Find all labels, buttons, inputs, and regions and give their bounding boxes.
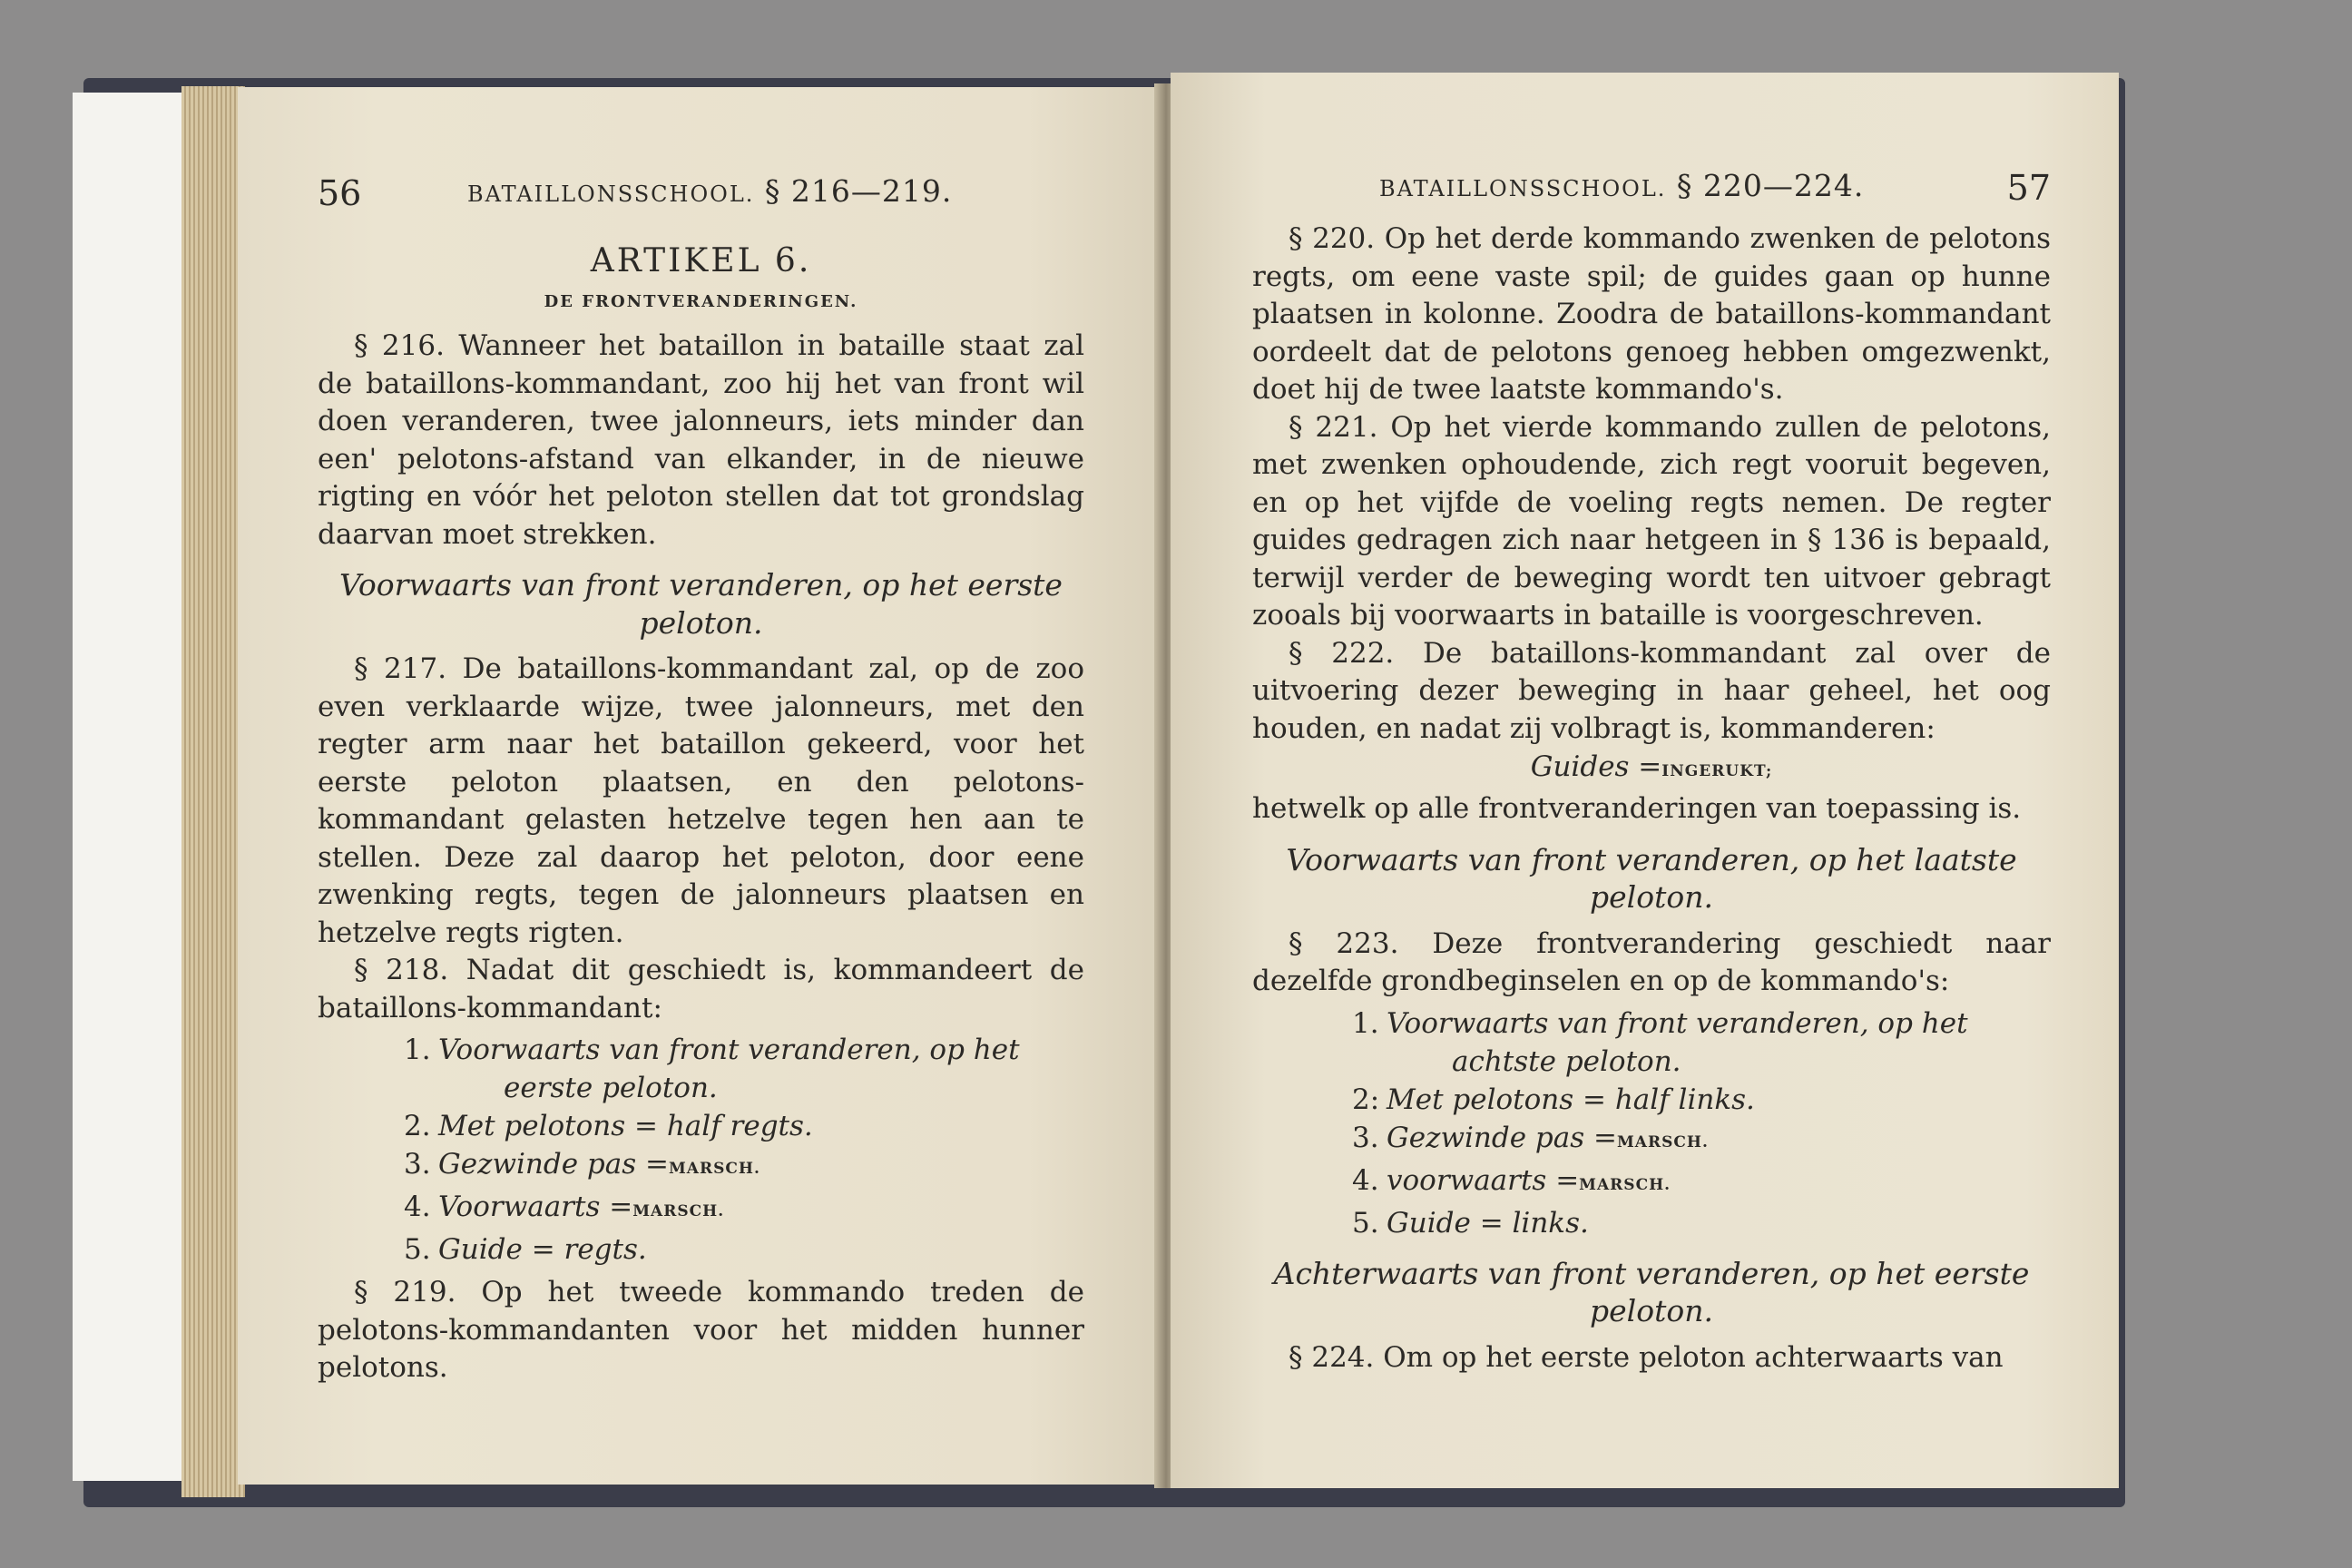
paragraph-216: § 216. Wanneer het bataillon in bataille staat zal de bataillons-kommandant, zoo hij het van front wil doen veranderen, twee jalonneurs, iets minder dan een' pelotons-afstand van elkander, in de nieuwe rigting en vóór het peloton stellen dat tot grondslag daarvan moet strekken.	[318, 329, 1084, 551]
command-item: 1. Voorwaarts van front veranderen, op het eerste peloton.	[404, 1034, 1020, 1104]
page-edges	[181, 86, 245, 1497]
left-page-content	[318, 173, 1084, 1387]
article-title: ARTIKEL 6.	[590, 242, 812, 279]
running-head: BATAILLONSSCHOOL. § 220—224.	[1379, 168, 1865, 203]
paragraph-219: § 219. Op het tweede kommando treden de pelotons-kommandanten voor het midden hunner pelotons.	[318, 1276, 1084, 1384]
article-subtitle: DE FRONTVERANDERINGEN.	[544, 292, 858, 311]
command-item: 3. Gezwinde pas =MARSCH.	[404, 1148, 760, 1181]
running-head: BATAILLONSSCHOOL. § 216—219.	[467, 173, 953, 209]
paragraph-220: § 220. Op het derde kommando zwenken de pelotons regts, om eene vaste spil; de guides gaan op hunne plaatsen in kolonne. Zoodra de bataillons-kommandant oordeelt dat de pelotons genoeg hebben omgezwenkt, doet hij de twee laatste kommando's.	[1252, 222, 2051, 406]
command-item: 5. Guide = regts.	[404, 1233, 647, 1266]
command-item: 2. Met pelotons = half regts.	[404, 1110, 813, 1142]
paragraph-224: § 224. Om op het eerste peloton achterwaarts van	[1289, 1340, 2004, 1374]
right-page-header	[1252, 168, 2051, 220]
right-page-content	[1252, 168, 2051, 1377]
command-item: 5. Guide = links.	[1352, 1206, 1589, 1240]
command-item: 3. Gezwinde pas =MARSCH.	[1352, 1121, 1709, 1154]
left-page-header	[318, 173, 1084, 226]
page-number: 57	[2006, 168, 2051, 208]
command-list	[1252, 1004, 2051, 1242]
paragraph-217: § 217. De bataillons-kommandant zal, op de zoo even verklaarde wijze, twee jalonneurs, met den regter arm naar het bataillon gekeerd, voor het eerste peloton plaatsen, en den pelotons-kommandant gelasten hetzelve tegen hen aan te stellen. Deze zal daarop het peloton, door eene zwenking regts, tegen de jalonneurs plaatsen en hetzelve regts rigten.	[318, 652, 1084, 949]
paragraph-after-guides: hetwelk op alle frontveranderingen van toepassing is.	[1252, 792, 2022, 825]
command-item: 1. Voorwaarts van front veranderen, op het achtste peloton.	[1352, 1006, 1968, 1078]
section-heading: Voorwaarts van front veranderen, op het laatste peloton.	[1286, 841, 2017, 915]
paragraph-221: § 221. Op het vierde kommando zullen de pelotons, met zwenken ophoudende, zich regt vooruit begeven, en op het vijfde de voeling regts nemen. De regter guides gedragen zich naar hetgeen in § 136 is bepaald, terwijl verder de beweging wordt ten uitvoer gebragt zooals bij voorwaarts in bataille is voorgeschreven.	[1252, 410, 2051, 632]
command-item: 4. voorwaarts =MARSCH.	[1352, 1163, 1671, 1197]
right-page	[1171, 73, 2119, 1488]
command-item: 2: Met pelotons = half links.	[1352, 1083, 1755, 1116]
page-number: 56	[318, 173, 362, 213]
guides-command: Guides =INGERUKT;	[1530, 750, 1773, 783]
paragraph-222: § 222. De bataillons-kommandant zal over de uitvoering dezer beweging in haar geheel, het oog houden, en nadat zij volbragt is, kommanderen:	[1252, 636, 2051, 745]
command-item: 4. Voorwaarts =MARSCH.	[404, 1191, 725, 1223]
section-range: § 220—224.	[1676, 168, 1865, 203]
paragraph-223: § 223. Deze frontverandering geschiedt naar dezelfde grondbeginselen en op de kommando's:	[1252, 926, 2051, 997]
section-heading: Achterwaarts van front veranderen, op het eerste peloton.	[1273, 1255, 2030, 1328]
section-range: § 216—219.	[764, 173, 953, 209]
paragraph-218: § 218. Nadat dit geschiedt is, kommandeert de bataillons-kommandant:	[318, 954, 1084, 1024]
command-list	[318, 1031, 1084, 1269]
left-page	[238, 87, 1165, 1485]
section-heading: Voorwaarts van front veranderen, op het eerste peloton.	[339, 567, 1063, 641]
